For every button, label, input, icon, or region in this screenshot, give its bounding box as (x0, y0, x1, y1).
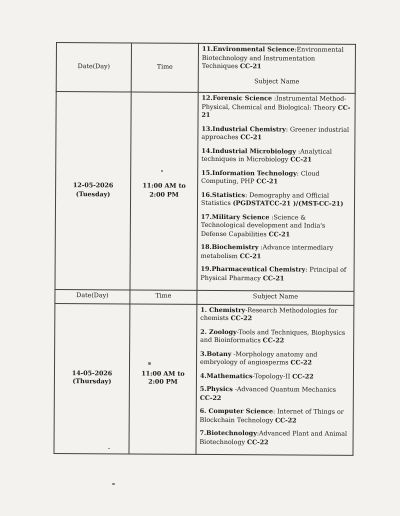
subject-title: Military Science (211, 213, 270, 221)
exam-date: 14-05-2026 (71, 369, 113, 378)
subject-title: Industrial Chemistry (212, 125, 286, 133)
exam-date: 12-05-2026 (72, 182, 114, 190)
subject-number: 3. (200, 350, 207, 358)
subject-title: Physics (206, 385, 233, 394)
subject-item (200, 306, 350, 324)
subject-description: :Environmental Biotechnology and Instrumentation Techniques (201, 46, 344, 71)
subject-item (200, 328, 350, 346)
subject-item (201, 191, 351, 209)
subject-title: Statistics (212, 191, 246, 199)
subject-title: Environmental Science (212, 45, 295, 54)
course-code: CC-21 (239, 252, 262, 260)
subject-item (202, 46, 352, 72)
subject-description: :Analytical techniques in Microbiology (201, 147, 332, 164)
subject-item (202, 95, 352, 121)
subject-description: -Tools and Techniques, Biophysics and Bioinformatics (200, 328, 346, 345)
subject-title: Industrial Microbiology (212, 147, 297, 155)
scan-speck (108, 448, 110, 449)
course-code: CC-22 (262, 337, 285, 345)
subject-title: Information Technology (212, 169, 297, 177)
scan-speck (148, 362, 151, 365)
course-code: CC-21 (239, 63, 262, 71)
subject-number: 14. (201, 147, 213, 155)
time-header: Time (131, 43, 198, 92)
subject-item (200, 350, 350, 368)
course-code: CC-22 (292, 372, 314, 381)
date-day-header: Date(Day) (56, 43, 131, 92)
subject-number: 17. (200, 213, 212, 221)
subject-number: 12. (201, 94, 213, 102)
subject-number: 7. (199, 429, 207, 437)
subject-name-header: Subject Name (197, 290, 354, 304)
subject-description: : Greener industrial approaches (201, 125, 350, 142)
subject-number: 5. (199, 385, 207, 393)
subject-list-cell (196, 304, 354, 455)
subject-name-header: Subject Name (254, 77, 300, 85)
subject-description: :Advance intermediary metabolism (200, 244, 334, 260)
subject-description: -Topology-II (252, 372, 293, 380)
exam-time: 11:00 AM to 2:00 PM (130, 92, 198, 290)
exam-time: 11:00 AM to 2:00 PM (129, 303, 197, 454)
subject-number: 2. (200, 328, 210, 336)
subject-number: 18. (200, 243, 212, 251)
subject-number: 6. (199, 407, 209, 415)
subject-item (201, 169, 351, 187)
subject-title: Computer Science (208, 407, 274, 416)
subject-item (201, 266, 351, 284)
subject-description: -Morphology anatomy and embryology of angiosperms (200, 350, 318, 367)
course-code: (PGDSTATCC-21 )/(MST-CC-21) (232, 200, 344, 208)
subject-list-cell (197, 92, 355, 291)
subject-description: : Demography and Official Statistics (200, 191, 330, 208)
course-code: CC-22 (230, 315, 253, 323)
course-code: CC-22 (199, 394, 222, 402)
subject-title: Zoology (208, 328, 237, 336)
subject-description: :Advanced Plant and Animal Biotechnology (199, 430, 348, 446)
subject-number: 13. (201, 125, 213, 133)
subject-header-cell (198, 43, 355, 93)
subject-description: :Science & Technological development and India's Defense Capabilities (200, 213, 326, 238)
course-code: CC-21 (268, 230, 291, 238)
section2-body-row (54, 303, 354, 455)
scan-speck (161, 170, 163, 172)
subject-item (201, 147, 351, 165)
subject-description: : Internet of Things or Blockchain Technology (199, 408, 344, 424)
exam-date-cell (55, 92, 131, 290)
subject-number: 1. (200, 306, 210, 314)
course-code: CC-21 (290, 156, 312, 164)
course-code: CC-21 (240, 134, 262, 142)
subject-description: -Research Methodologies for chemists (200, 306, 338, 323)
time-header: Time (130, 290, 197, 304)
exam-day: (Thursday) (72, 378, 112, 386)
subject-title: Biotechnology (206, 429, 257, 438)
course-code: CC-22 (275, 416, 297, 424)
subject-number: 19. (200, 265, 212, 273)
subject-number: 15. (201, 169, 213, 177)
section1-body-row (55, 92, 355, 292)
subject-item (200, 408, 350, 426)
subject-item (201, 125, 351, 143)
course-code: CC-21 (256, 178, 278, 186)
subject-item (201, 244, 351, 262)
subject-item (200, 430, 350, 448)
exam-day: (Tuesday) (75, 190, 111, 198)
subject-item (201, 213, 351, 239)
subject-description: :Instrumental Method- Physical, Chemical and Biological: Theory (201, 95, 347, 112)
subject-number: 4. (199, 372, 207, 380)
exam-schedule-table (53, 42, 356, 456)
subject-item (200, 372, 350, 381)
course-code: CC-21 (262, 274, 285, 282)
subject-title: Biochemistry (211, 243, 259, 252)
date-day-header: Date(Day) (55, 289, 130, 303)
subject-title: Forensic Science (212, 94, 273, 103)
subject-number: 16. (201, 191, 213, 199)
subject-description: -Advanced Quantum Mechanics (232, 386, 337, 394)
scan-speck (112, 483, 115, 485)
subject-description: : Cloud Computing, PHP (201, 169, 320, 186)
subject-item (200, 386, 350, 404)
course-code: CC-22 (247, 438, 269, 446)
subject-description: : Principal of Physical Pharmacy (200, 266, 347, 282)
subject-title: Chemistry (209, 306, 246, 314)
subject-number: 11. (201, 45, 213, 53)
subject-title: Pharmaceutical Chemistry (211, 265, 306, 274)
subject-title: Botany (206, 350, 232, 358)
course-code: CC-21 (201, 104, 351, 119)
subject-title: Mathematics (206, 372, 253, 380)
exam-date-cell (54, 303, 130, 454)
section1-header-row (56, 43, 355, 94)
course-code: CC-22 (290, 359, 312, 367)
